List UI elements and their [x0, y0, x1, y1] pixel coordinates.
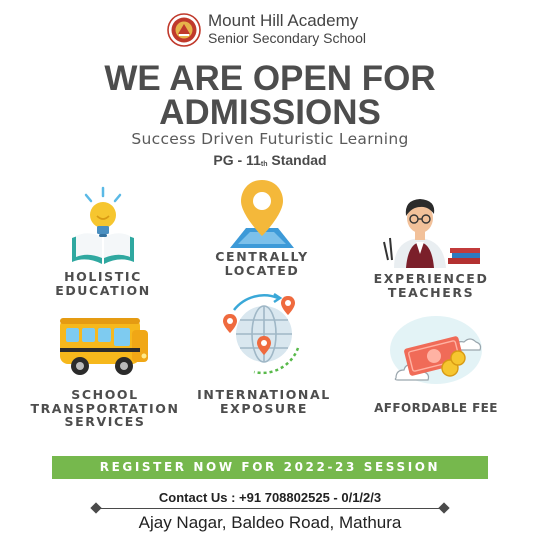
feature-line: EDUCATION — [55, 282, 151, 298]
feature-line: TEACHERS — [387, 284, 475, 300]
feature-line: EXPERIENCED — [373, 271, 489, 286]
location-pin-icon — [224, 178, 300, 250]
address: Ajay Nagar, Baldeo Road, Mathura — [138, 513, 402, 532]
feature-line: CENTRALLY — [215, 249, 309, 264]
school-name: Mount Hill Academy — [208, 11, 359, 30]
school-logo-icon — [167, 13, 201, 47]
contact-phone: Contact Us : +91 708802525 - 0/1/2/3 — [158, 490, 382, 505]
feature-line: HOLISTIC — [64, 269, 142, 284]
feature-centrally-located — [204, 250, 320, 277]
lightbulb-book-icon — [66, 184, 140, 266]
feature-experienced-teachers — [366, 272, 496, 299]
grade-suffix: th — [260, 161, 268, 168]
feature-line: SCHOOL — [71, 387, 139, 402]
feature-line: TRANSPORTATION — [30, 400, 180, 416]
school-subtitle: Senior Secondary School — [208, 30, 366, 46]
feature-school-transportation — [30, 388, 180, 429]
feature-line: LOCATED — [224, 262, 300, 278]
feature-international-exposure — [192, 388, 336, 415]
school-bus-icon — [58, 312, 150, 380]
feature-line: SERVICES — [64, 414, 146, 429]
teacher-icon — [380, 190, 484, 268]
money-icon — [384, 308, 486, 388]
register-banner-text: REGISTER NOW FOR 2022-23 SESSION — [99, 460, 441, 474]
tagline: Success Driven Futuristic Learning — [131, 130, 409, 148]
feature-line: INTERNATIONAL — [197, 387, 331, 402]
divider-line — [96, 508, 448, 509]
feature-holistic-education — [46, 270, 160, 297]
grade-range — [0, 152, 540, 168]
feature-affordable-fee — [366, 402, 506, 416]
headline-line-2: ADMISSIONS — [159, 93, 381, 132]
grade-prefix: PG - 11 — [213, 152, 261, 168]
feature-line: AFFORDABLE FEE — [374, 401, 498, 415]
feature-line: EXPOSURE — [219, 400, 309, 416]
globe-icon — [218, 290, 310, 376]
grade-tail: Standad — [267, 152, 327, 168]
headline-line-1: WE ARE OPEN FOR — [104, 59, 436, 98]
